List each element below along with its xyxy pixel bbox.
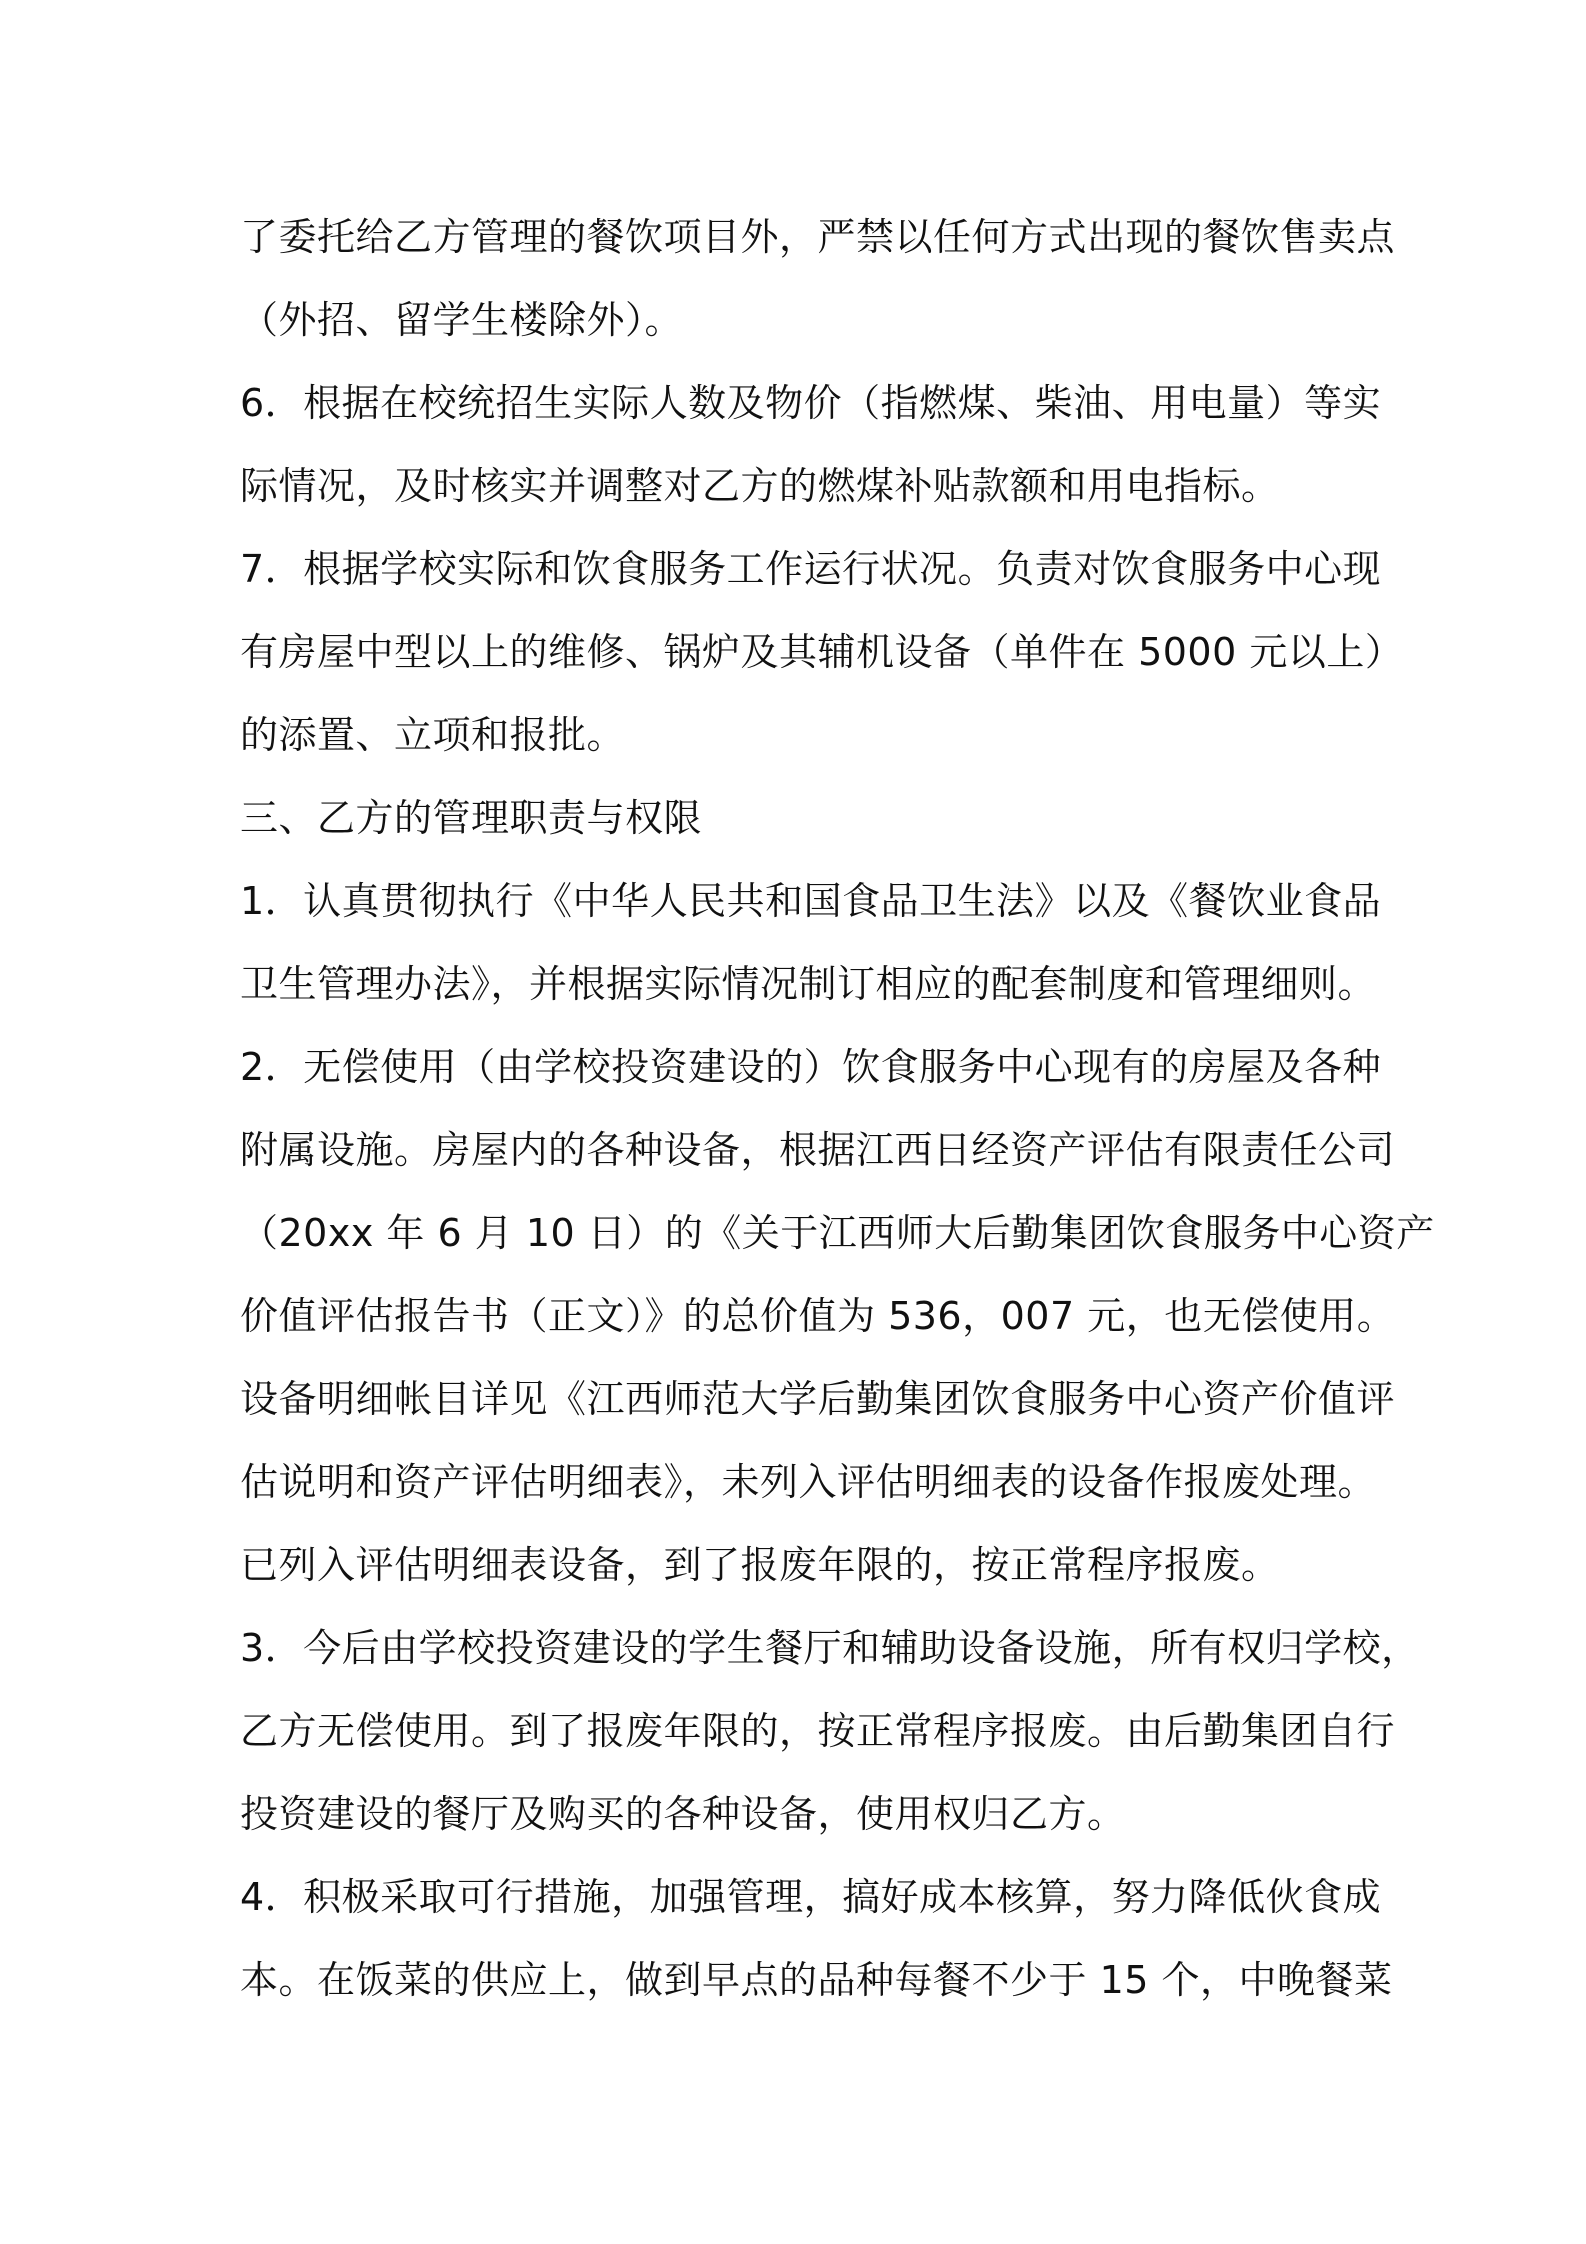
text-line: 7．根据学校实际和饮食服务工作运行状况。负责对饮食服务中心现 [240, 547, 1382, 591]
text-line: 4．积极采取可行措施，加强管理，搞好成本核算，努力降低伙食成 [240, 1875, 1382, 1919]
text-line: 本。在饭菜的供应上，做到早点的品种每餐不少于 15 个，中晚餐菜 [240, 1958, 1393, 2002]
document-body [240, 196, 1435, 2022]
text-line: 投资建设的餐厅及购买的各种设备，使用权归乙方。 [240, 1792, 1126, 1836]
text-line: 价值评估报告书（正文）》的总价值为 536，007 元，也无偿使用。 [240, 1294, 1396, 1338]
text-line: （20xx 年 6 月 10 日）的《关于江西师大后勤集团饮食服务中心资产 [240, 1211, 1435, 1255]
text-line: 估说明和资产评估明细表》，未列入评估明细表的设备作报废处理。 [240, 1460, 1377, 1504]
text-line: 的添置、立项和报批。 [240, 713, 626, 757]
text-line: 已列入评估明细表设备，到了报废年限的，按正常程序报废。 [240, 1543, 1280, 1587]
text-line: （外招、留学生楼除外）。 [240, 298, 684, 342]
text-line: 1．认真贯彻执行《中华人民共和国食品卫生法》以及《餐饮业食品 [240, 879, 1382, 923]
text-line: 了委托给乙方管理的餐饮项目外，严禁以任何方式出现的餐饮售卖点 [240, 215, 1396, 259]
text-line: 卫生管理办法》，并根据实际情况制订相应的配套制度和管理细则。 [240, 962, 1377, 1006]
text-line: 3．今后由学校投资建设的学生餐厅和辅助设备设施，所有权归学校， [240, 1626, 1420, 1670]
section-heading: 三、乙方的管理职责与权限 [240, 796, 703, 840]
text-line: 6．根据在校统招生实际人数及物价（指燃煤、柴油、用电量）等实 [240, 381, 1382, 425]
text-line: 际情况，及时核实并调整对乙方的燃煤补贴款额和用电指标。 [240, 464, 1280, 508]
text-line: 附属设施。房屋内的各种设备，根据江西日经资产评估有限责任公司 [240, 1128, 1396, 1172]
text-line: 设备明细帐目详见《江西师范大学后勤集团饮食服务中心资产价值评 [240, 1377, 1396, 1421]
text-line: 乙方无偿使用。到了报废年限的，按正常程序报废。由后勤集团自行 [240, 1709, 1396, 1753]
text-line: 有房屋中型以上的维修、锅炉及其辅机设备（单件在 5000 元以上） [240, 630, 1404, 674]
text-line: 2．无偿使用（由学校投资建设的）饮食服务中心现有的房屋及各种 [240, 1045, 1382, 1089]
